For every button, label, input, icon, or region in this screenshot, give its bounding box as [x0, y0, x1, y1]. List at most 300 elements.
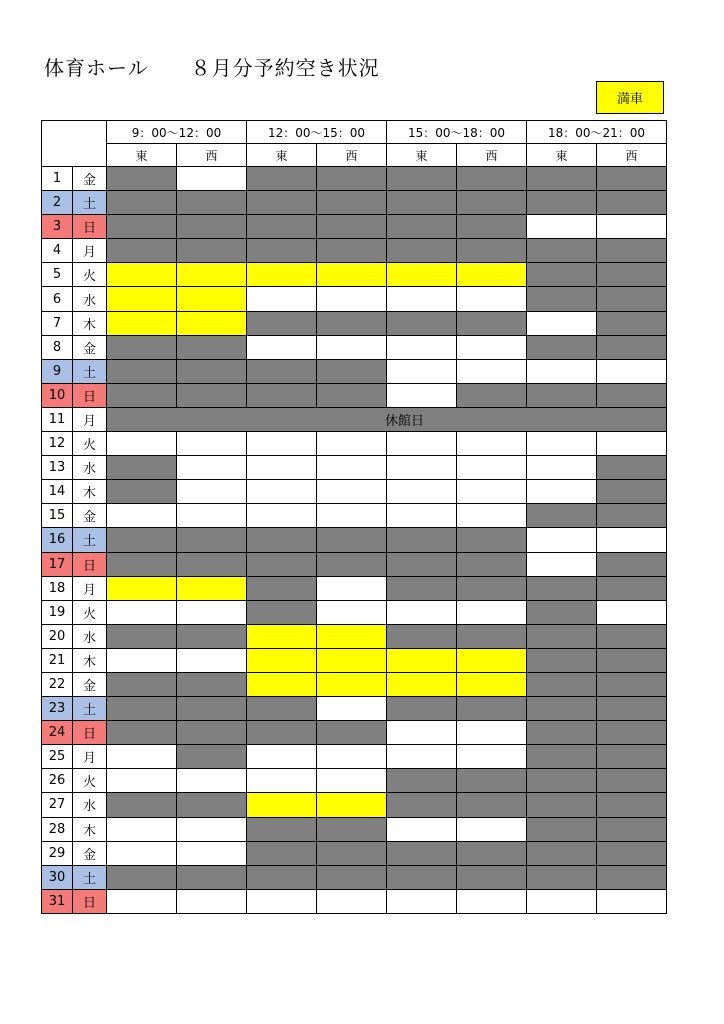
slot-cell-available: [177, 504, 247, 528]
slot-cell-occupied: [107, 793, 177, 817]
slot-cell-occupied: [317, 721, 387, 745]
slot-cell-occupied: [527, 697, 597, 721]
slot-cell-occupied: [597, 504, 667, 528]
slot-cell-occupied: [457, 769, 527, 793]
weekday: 火: [73, 263, 107, 287]
day-number: 29: [42, 841, 73, 865]
slot-cell-occupied: [597, 335, 667, 359]
table-row: [42, 504, 667, 528]
slot-cell-occupied: [387, 191, 457, 215]
slot-cell-occupied: [317, 215, 387, 239]
slot-cell-occupied: [597, 793, 667, 817]
slot-cell-available: [387, 456, 457, 480]
table-row: [42, 793, 667, 817]
slot-cell-occupied: [597, 287, 667, 311]
slot-cell-occupied: [527, 383, 597, 407]
slot-cell-occupied: [457, 167, 527, 191]
day-number: 28: [42, 817, 73, 841]
slot-cell-occupied: [457, 191, 527, 215]
table-row: [42, 552, 667, 576]
slot-cell-occupied: [387, 576, 457, 600]
slot-cell-occupied: [457, 576, 527, 600]
slot-cell-available: [457, 600, 527, 624]
day-number: 19: [42, 600, 73, 624]
slot-cell-occupied: [387, 841, 457, 865]
slot-cell-available: [247, 504, 317, 528]
slot-cell-available: [387, 383, 457, 407]
slot-cell-available: [457, 480, 527, 504]
slot-cell-occupied: [247, 697, 317, 721]
slot-cell-full: [317, 793, 387, 817]
slot-cell-occupied: [597, 721, 667, 745]
slot-cell-occupied: [457, 793, 527, 817]
slot-cell-occupied: [597, 648, 667, 672]
slot-cell-occupied: [597, 263, 667, 287]
table-row: [42, 456, 667, 480]
slot-cell-occupied: [597, 552, 667, 576]
slot-cell-occupied: [597, 865, 667, 889]
slot-cell-occupied: [107, 215, 177, 239]
slot-cell-occupied: [387, 311, 457, 335]
slot-cell-available: [247, 432, 317, 456]
slot-cell-occupied: [597, 769, 667, 793]
header-corner: [42, 121, 107, 167]
weekday: 水: [73, 624, 107, 648]
slot-cell-available: [247, 889, 317, 913]
slot-cell-available: [177, 480, 247, 504]
slot-cell-available: [457, 721, 527, 745]
slot-cell-occupied: [317, 311, 387, 335]
slot-cell-available: [457, 456, 527, 480]
slot-cell-available: [457, 335, 527, 359]
slot-cell-available: [457, 432, 527, 456]
slot-header: 18：00～21：00: [527, 121, 667, 144]
slot-cell-occupied: [247, 552, 317, 576]
slot-cell-occupied: [527, 793, 597, 817]
slot-cell-occupied: [247, 576, 317, 600]
slot-cell-available: [457, 359, 527, 383]
slot-cell-occupied: [387, 865, 457, 889]
slot-cell-available: [317, 480, 387, 504]
slot-cell-full: [107, 263, 177, 287]
day-number: 23: [42, 697, 73, 721]
slot-cell-available: [177, 889, 247, 913]
day-number: 15: [42, 504, 73, 528]
slot-cell-occupied: [317, 239, 387, 263]
slot-cell-occupied: [247, 383, 317, 407]
weekday: 金: [73, 335, 107, 359]
slot-cell-occupied: [107, 456, 177, 480]
slot-cell-available: [387, 745, 457, 769]
table-row: [42, 672, 667, 696]
hall-header: 西: [457, 144, 527, 167]
table-row: [42, 745, 667, 769]
slot-cell-occupied: [457, 215, 527, 239]
slot-cell-available: [247, 287, 317, 311]
slot-cell-available: [597, 889, 667, 913]
slot-cell-occupied: [597, 672, 667, 696]
weekday: 火: [73, 769, 107, 793]
hall-header: 東: [387, 144, 457, 167]
table-header: [42, 121, 667, 167]
slot-cell-occupied: [457, 841, 527, 865]
slot-cell-full: [317, 263, 387, 287]
slot-cell-occupied: [527, 287, 597, 311]
weekday: 土: [73, 528, 107, 552]
slot-cell-occupied: [107, 624, 177, 648]
slot-cell-occupied: [177, 672, 247, 696]
slot-cell-occupied: [597, 383, 667, 407]
slot-cell-available: [527, 456, 597, 480]
slot-cell-available: [527, 359, 597, 383]
table-row: [42, 407, 667, 431]
slot-cell-occupied: [457, 383, 527, 407]
table-row: [42, 889, 667, 913]
slot-cell-occupied: [247, 359, 317, 383]
slot-cell-occupied: [527, 865, 597, 889]
slot-cell-available: [177, 456, 247, 480]
slot-cell-available: [317, 456, 387, 480]
slot-cell-available: [387, 721, 457, 745]
slot-cell-occupied: [527, 841, 597, 865]
table-row: [42, 697, 667, 721]
slot-cell-occupied: [107, 552, 177, 576]
slot-cell-available: [107, 745, 177, 769]
slot-cell-available: [527, 311, 597, 335]
slot-cell-full: [317, 648, 387, 672]
slot-cell-occupied: [527, 600, 597, 624]
weekday: 月: [73, 407, 107, 431]
weekday: 日: [73, 552, 107, 576]
day-number: 1: [42, 167, 73, 191]
slot-cell-full: [317, 672, 387, 696]
slot-cell-available: [317, 889, 387, 913]
table-row: [42, 600, 667, 624]
slot-cell-full: [177, 576, 247, 600]
slot-cell-full: [247, 624, 317, 648]
weekday: 金: [73, 504, 107, 528]
slot-cell-full: [107, 287, 177, 311]
slot-cell-occupied: [177, 359, 247, 383]
slot-cell-occupied: [247, 865, 317, 889]
slot-cell-occupied: [317, 552, 387, 576]
slot-cell-occupied: [527, 263, 597, 287]
slot-cell-occupied: [317, 528, 387, 552]
slot-cell-available: [597, 528, 667, 552]
weekday: 土: [73, 865, 107, 889]
slot-cell-occupied: [177, 191, 247, 215]
hall-header: 西: [317, 144, 387, 167]
slot-cell-occupied: [597, 697, 667, 721]
slot-cell-occupied: [247, 167, 317, 191]
slot-cell-available: [177, 167, 247, 191]
weekday: 土: [73, 191, 107, 215]
slot-cell-occupied: [527, 239, 597, 263]
slot-cell-full: [247, 648, 317, 672]
weekday: 金: [73, 672, 107, 696]
slot-cell-occupied: [177, 383, 247, 407]
slot-cell-occupied: [457, 865, 527, 889]
hall-header: 東: [527, 144, 597, 167]
slot-cell-available: [317, 745, 387, 769]
slot-cell-occupied: [597, 817, 667, 841]
day-number: 7: [42, 311, 73, 335]
slot-cell-occupied: [177, 215, 247, 239]
slot-cell-occupied: [317, 865, 387, 889]
day-number: 18: [42, 576, 73, 600]
weekday: 木: [73, 480, 107, 504]
day-number: 25: [42, 745, 73, 769]
weekday: 金: [73, 841, 107, 865]
table-row: [42, 263, 667, 287]
table-row: [42, 841, 667, 865]
day-number: 13: [42, 456, 73, 480]
slot-cell-available: [317, 432, 387, 456]
slot-cell-occupied: [317, 841, 387, 865]
day-number: 30: [42, 865, 73, 889]
slot-cell-occupied: [107, 865, 177, 889]
slot-cell-occupied: [527, 167, 597, 191]
slot-cell-available: [317, 335, 387, 359]
slot-cell-occupied: [597, 745, 667, 769]
slot-cell-occupied: [317, 167, 387, 191]
slot-cell-available: [107, 769, 177, 793]
slot-cell-available: [247, 745, 317, 769]
weekday: 日: [73, 383, 107, 407]
slot-header: 12：00～15：00: [247, 121, 387, 144]
slot-cell-occupied: [457, 528, 527, 552]
slot-cell-full: [387, 672, 457, 696]
slot-cell-available: [387, 335, 457, 359]
slot-cell-available: [177, 432, 247, 456]
slot-cell-available: [597, 600, 667, 624]
slot-cell-available: [317, 576, 387, 600]
slot-cell-available: [247, 335, 317, 359]
slot-cell-available: [527, 215, 597, 239]
slot-cell-occupied: [527, 624, 597, 648]
slot-cell-occupied: [317, 191, 387, 215]
slot-cell-full: [387, 263, 457, 287]
slot-cell-occupied: [597, 576, 667, 600]
slot-cell-occupied: [107, 672, 177, 696]
slot-cell-occupied: [597, 239, 667, 263]
day-number: 31: [42, 889, 73, 913]
slot-cell-available: [527, 432, 597, 456]
day-number: 9: [42, 359, 73, 383]
slot-cell-occupied: [527, 721, 597, 745]
day-number: 14: [42, 480, 73, 504]
day-number: 11: [42, 407, 73, 431]
slot-cell-available: [107, 648, 177, 672]
slot-cell-available: [387, 889, 457, 913]
slot-cell-occupied: [107, 239, 177, 263]
slot-cell-occupied: [107, 359, 177, 383]
slot-cell-occupied: [177, 239, 247, 263]
closed-day-cell: [107, 407, 667, 431]
slot-cell-occupied: [387, 552, 457, 576]
slot-cell-occupied: [107, 697, 177, 721]
slot-cell-available: [387, 287, 457, 311]
slot-cell-occupied: [597, 841, 667, 865]
slot-cell-occupied: [597, 167, 667, 191]
table-row: [42, 865, 667, 889]
slot-cell-available: [107, 841, 177, 865]
slot-cell-available: [317, 769, 387, 793]
table-row: [42, 167, 667, 191]
slot-cell-full: [107, 311, 177, 335]
weekday: 土: [73, 359, 107, 383]
slot-cell-full: [247, 793, 317, 817]
day-number: 24: [42, 721, 73, 745]
table-row: [42, 215, 667, 239]
table-row: [42, 769, 667, 793]
slot-cell-occupied: [387, 239, 457, 263]
slot-cell-occupied: [387, 793, 457, 817]
slot-cell-available: [107, 889, 177, 913]
slot-cell-full: [247, 263, 317, 287]
weekday: 金: [73, 167, 107, 191]
weekday: 水: [73, 287, 107, 311]
slot-cell-occupied: [177, 528, 247, 552]
slot-cell-occupied: [597, 624, 667, 648]
slot-cell-available: [457, 504, 527, 528]
table-row: [42, 383, 667, 407]
table-row: [42, 311, 667, 335]
legend-full-box: 満車: [596, 81, 664, 114]
slot-header: 15：00～18：00: [387, 121, 527, 144]
table-row: [42, 191, 667, 215]
slot-cell-occupied: [527, 648, 597, 672]
slot-cell-occupied: [107, 721, 177, 745]
slot-cell-available: [317, 600, 387, 624]
slot-cell-full: [387, 648, 457, 672]
weekday: 土: [73, 697, 107, 721]
slot-cell-occupied: [177, 335, 247, 359]
slot-cell-available: [387, 480, 457, 504]
slot-cell-available: [597, 359, 667, 383]
slot-cell-occupied: [177, 865, 247, 889]
table-row: [42, 624, 667, 648]
slot-cell-occupied: [387, 167, 457, 191]
slot-cell-occupied: [527, 504, 597, 528]
slot-cell-available: [247, 769, 317, 793]
slot-cell-available: [387, 817, 457, 841]
slot-cell-occupied: [527, 672, 597, 696]
slot-cell-occupied: [177, 552, 247, 576]
table-row: [42, 359, 667, 383]
slot-cell-full: [457, 263, 527, 287]
slot-cell-available: [177, 648, 247, 672]
day-number: 12: [42, 432, 73, 456]
slot-cell-available: [177, 841, 247, 865]
slot-cell-occupied: [107, 383, 177, 407]
slot-cell-occupied: [177, 721, 247, 745]
slot-cell-available: [247, 480, 317, 504]
slot-cell-available: [387, 359, 457, 383]
slot-cell-available: [177, 769, 247, 793]
weekday: 日: [73, 721, 107, 745]
slot-cell-full: [457, 672, 527, 696]
day-number: 17: [42, 552, 73, 576]
slot-cell-available: [387, 504, 457, 528]
slot-cell-available: [597, 432, 667, 456]
slot-cell-occupied: [387, 624, 457, 648]
weekday: 木: [73, 817, 107, 841]
slot-cell-full: [177, 263, 247, 287]
slot-cell-occupied: [387, 215, 457, 239]
slot-cell-available: [317, 504, 387, 528]
slot-cell-available: [597, 215, 667, 239]
slot-cell-occupied: [597, 480, 667, 504]
slot-header: 9：00～12：00: [107, 121, 247, 144]
slot-cell-occupied: [107, 191, 177, 215]
slot-cell-occupied: [107, 480, 177, 504]
weekday: 日: [73, 889, 107, 913]
slot-cell-occupied: [247, 817, 317, 841]
slot-cell-occupied: [317, 359, 387, 383]
table-row: [42, 432, 667, 456]
day-number: 22: [42, 672, 73, 696]
day-number: 21: [42, 648, 73, 672]
slot-cell-available: [317, 287, 387, 311]
slot-cell-full: [177, 287, 247, 311]
slot-cell-occupied: [247, 215, 317, 239]
slot-cell-full: [457, 648, 527, 672]
slot-cell-occupied: [317, 817, 387, 841]
slot-cell-available: [107, 432, 177, 456]
slot-cell-occupied: [177, 624, 247, 648]
slot-cell-occupied: [247, 841, 317, 865]
slot-cell-occupied: [177, 697, 247, 721]
weekday: 水: [73, 793, 107, 817]
day-number: 6: [42, 287, 73, 311]
day-number: 8: [42, 335, 73, 359]
slot-cell-occupied: [597, 191, 667, 215]
weekday: 月: [73, 239, 107, 263]
slot-cell-available: [457, 287, 527, 311]
slot-cell-occupied: [247, 528, 317, 552]
slot-cell-occupied: [317, 383, 387, 407]
slot-cell-available: [387, 432, 457, 456]
day-number: 10: [42, 383, 73, 407]
slot-cell-available: [457, 817, 527, 841]
slot-cell-occupied: [247, 239, 317, 263]
slot-cell-full: [107, 576, 177, 600]
weekday: 日: [73, 215, 107, 239]
slot-cell-occupied: [457, 239, 527, 263]
slot-cell-occupied: [247, 721, 317, 745]
hall-header: 西: [597, 144, 667, 167]
day-number: 26: [42, 769, 73, 793]
slot-cell-full: [317, 624, 387, 648]
slot-cell-occupied: [527, 817, 597, 841]
slot-cell-occupied: [177, 793, 247, 817]
slot-cell-available: [527, 552, 597, 576]
day-number: 2: [42, 191, 73, 215]
slot-cell-available: [177, 817, 247, 841]
slot-cell-available: [107, 504, 177, 528]
slot-cell-occupied: [177, 745, 247, 769]
table-row: [42, 335, 667, 359]
slot-cell-available: [387, 600, 457, 624]
slot-cell-occupied: [247, 191, 317, 215]
weekday: 火: [73, 600, 107, 624]
day-number: 3: [42, 215, 73, 239]
slot-cell-occupied: [107, 335, 177, 359]
slot-cell-available: [107, 817, 177, 841]
slot-cell-available: [457, 745, 527, 769]
weekday: 水: [73, 456, 107, 480]
